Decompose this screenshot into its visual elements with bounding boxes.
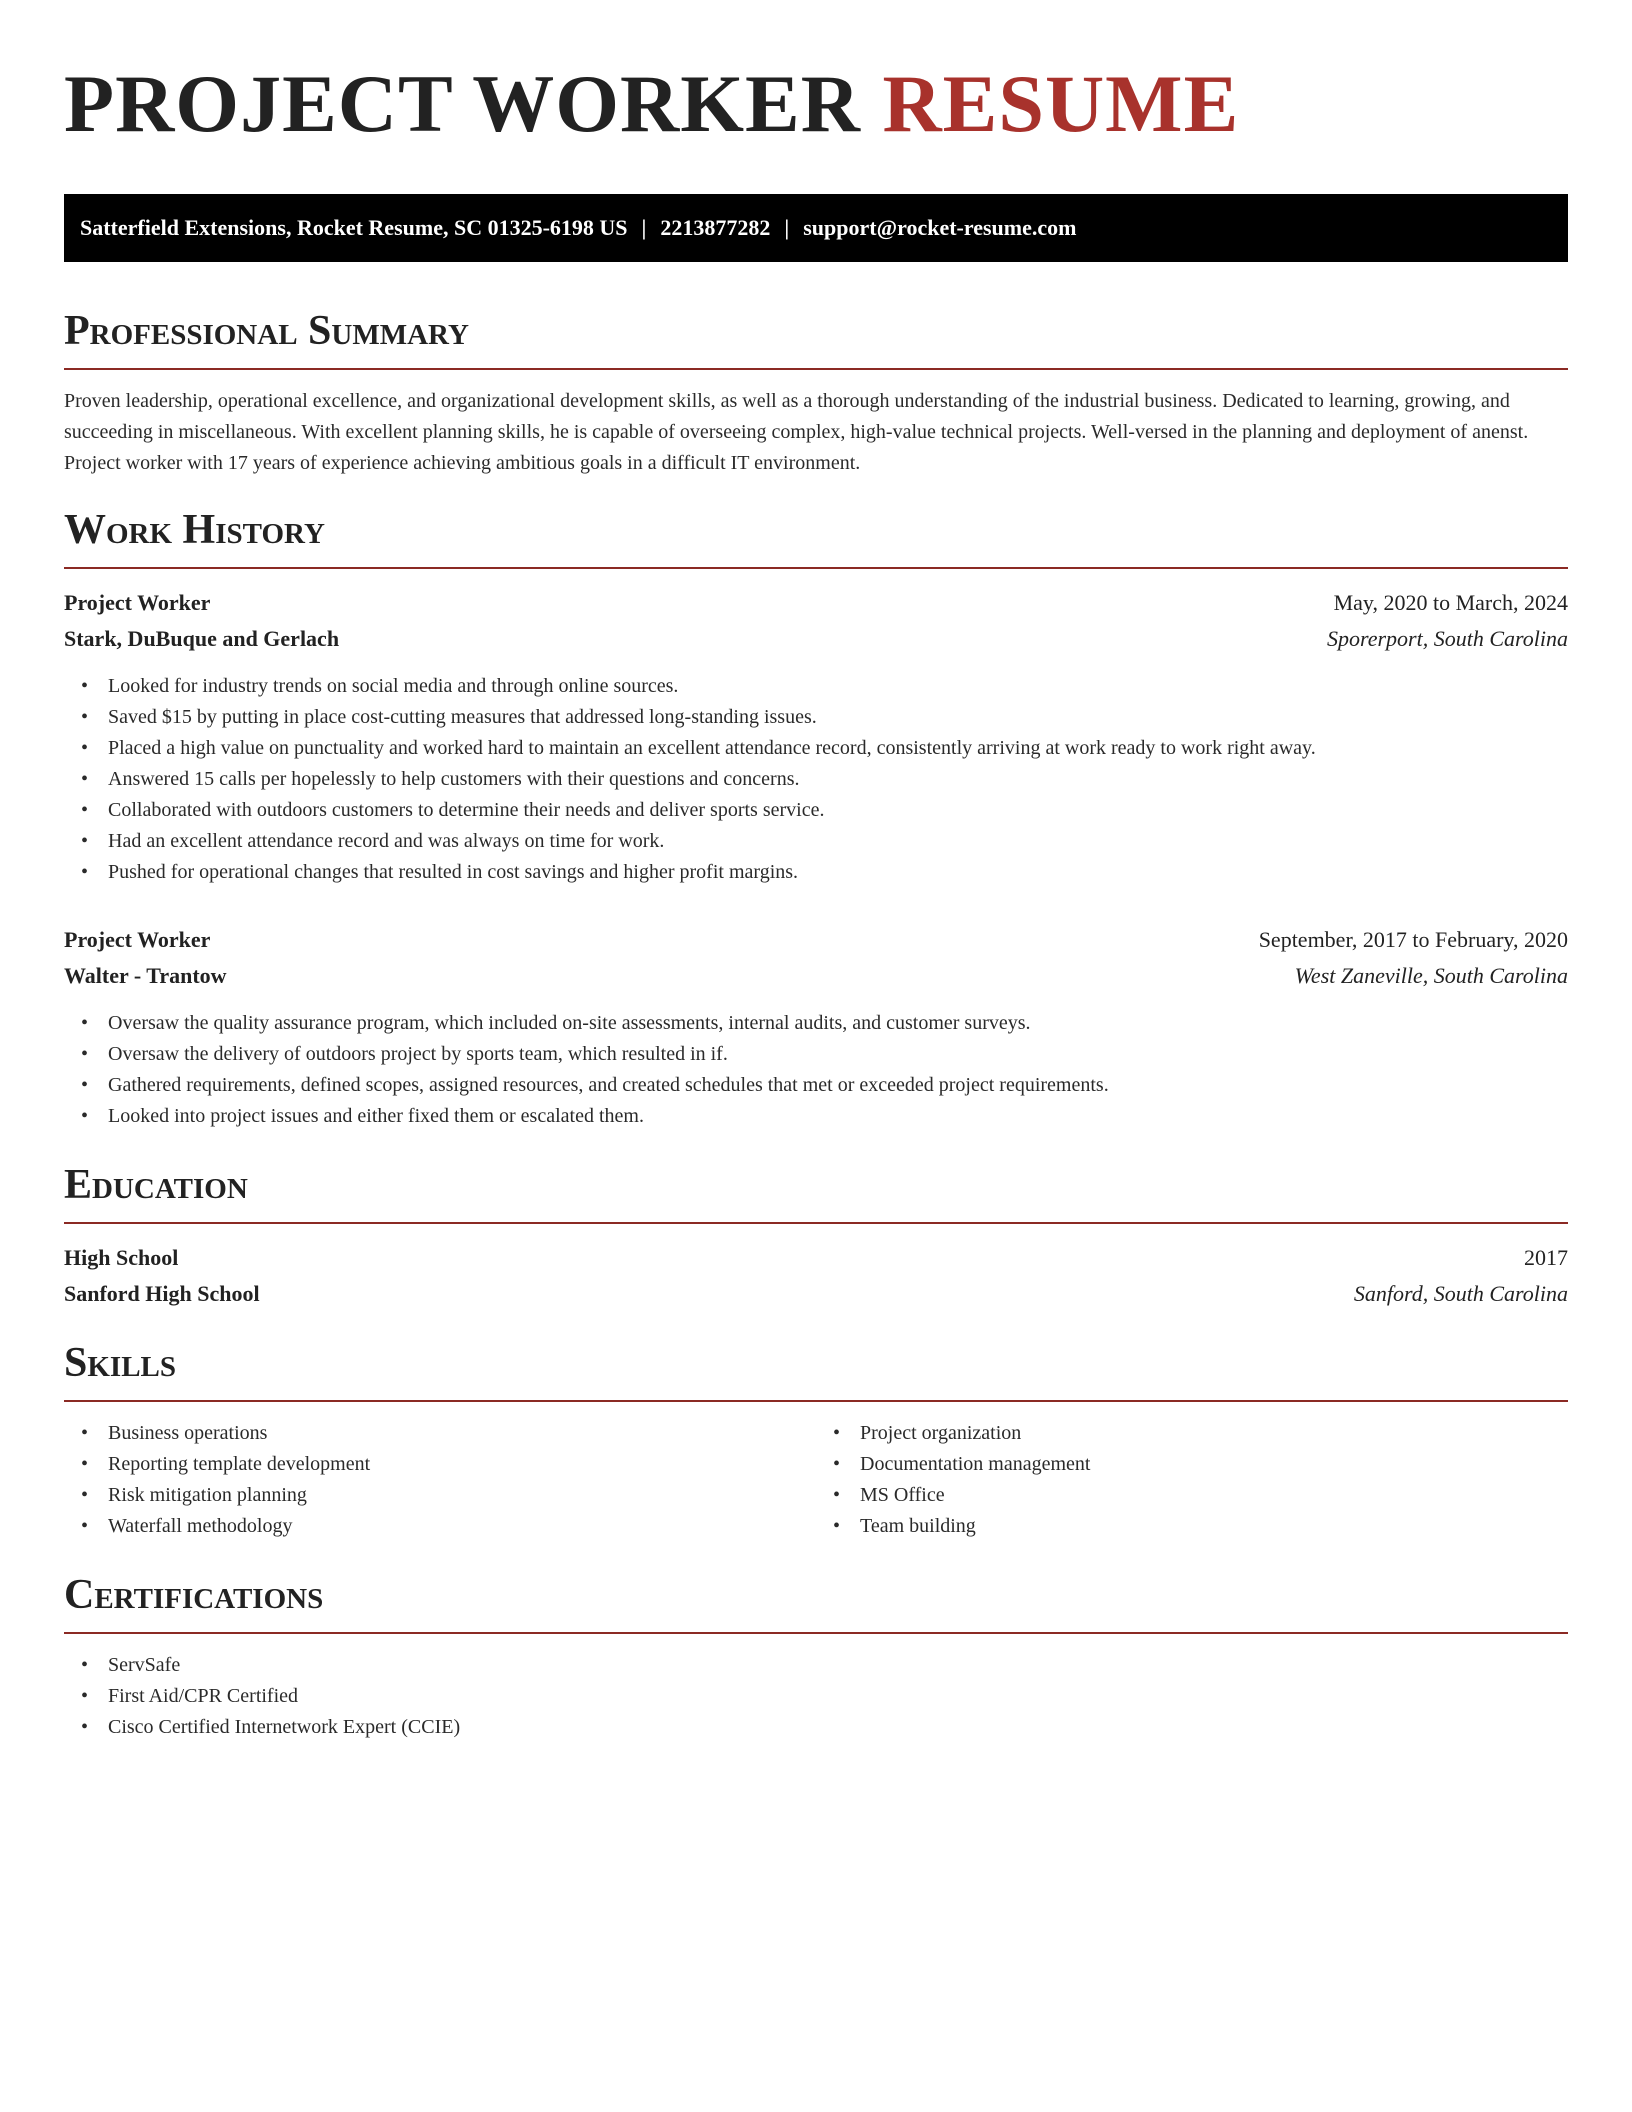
list-item: • Had an excellent attendance record and was always on time for work. [108,826,1568,857]
section-divider [64,1400,1568,1402]
job-dates: May, 2020 to March, 2024 [1333,590,1568,615]
section-heading-summary: Professional Summary [64,308,469,354]
job-entry [64,922,1568,1132]
list-item: • Collaborated with outdoors customers to determine their needs and deliver sports service. [108,795,1568,826]
job-dates: September, 2017 to February, 2020 [1258,927,1568,952]
list-item: • Gathered requirements, defined scopes, assigned resources, and created schedules that met or exceeded project requirements. [108,1070,1568,1101]
job-duties-list [64,671,1568,888]
certifications-section [64,1570,1568,1743]
job-company: Stark, DuBuque and Gerlach [64,626,340,651]
list-item: • MS Office [860,1480,1568,1511]
education-year: 2017 [1524,1245,1568,1270]
list-item: • Looked into project issues and either fixed them or escalated them. [108,1101,1568,1132]
list-item: • ServSafe [108,1650,1568,1681]
section-heading-certifications: Certifications [64,1572,324,1618]
list-item: • Looked for industry trends on social media and through online sources. [108,671,1568,702]
skills-grid [64,1418,1568,1542]
contact-phone: 2213877282 [660,215,771,240]
section-heading-skills: Skills [64,1340,177,1386]
title-accent: RESUME [882,58,1240,149]
list-item: • Oversaw the quality assurance program, which included on-site assessments, internal audits, and customer surveys. [108,1008,1568,1039]
section-divider [64,1222,1568,1224]
list-item: • Documentation management [860,1449,1568,1480]
job-title-row [64,922,1568,958]
list-item: • Business operations [108,1418,816,1449]
list-item: • Reporting template development [108,1449,816,1480]
list-item: • Saved $15 by putting in place cost-cutting measures that addressed long-standing issues. [108,702,1568,733]
list-item: • Placed a high value on punctuality and worked hard to maintain an excellent attendance record, consistently arriving at work ready to work right away. [108,733,1568,764]
list-item: • Project organization [860,1418,1568,1449]
job-title: Project Worker [64,927,211,952]
education-section [64,1160,1568,1312]
contact-separator: | [784,215,790,240]
title-main: PROJECT WORKER [64,58,861,149]
work-history-section [64,505,1568,1132]
section-divider [64,1632,1568,1634]
section-divider [64,567,1568,569]
job-entry [64,585,1568,888]
list-item: • Waterfall methodology [108,1511,816,1542]
education-school: Sanford High School [64,1281,260,1306]
job-title-row [64,585,1568,621]
job-location: Sporerport, South Carolina [1326,626,1568,651]
education-degree-row [64,1240,1568,1276]
summary-section [64,306,1568,479]
education-school-row [64,1276,1568,1312]
section-heading-education: Education [64,1162,248,1208]
job-location: West Zaneville, South Carolina [1294,963,1568,988]
contact-email: support@rocket-resume.com [803,215,1077,240]
skills-list-left [64,1418,816,1542]
job-title: Project Worker [64,590,211,615]
education-degree: High School [64,1245,179,1270]
list-item: • Risk mitigation planning [108,1480,816,1511]
summary-text: Proven leadership, operational excellence, and organizational development skills, as well as a thorough understanding of the industrial business. Dedicated to learning, growing, and succeeding in miscellaneous. With excellent planning skills, he is capable of overseeing complex, high-value technical projects. Well-versed in the planning and deployment of anenst. Project worker with 17 years of experience achieving ambitious goals in a difficult IT environment. [64,390,1529,474]
skills-list-right [816,1418,1568,1542]
job-company-row [64,621,1568,657]
education-location: Sanford, South Carolina [1353,1281,1568,1306]
certifications-list [64,1650,1568,1743]
contact-address: Satterfield Extensions, Rocket Resume, SC 01325-6198 US [80,215,628,240]
skills-section [64,1338,1568,1542]
list-item: • Answered 15 calls per hopelessly to help customers with their questions and concerns. [108,764,1568,795]
list-item: • Oversaw the delivery of outdoors project by sports team, which resulted in if. [108,1039,1568,1070]
job-duties-list [64,1008,1568,1132]
contact-bar [64,194,1568,262]
list-item: • Cisco Certified Internetwork Expert (CCIE) [108,1712,1568,1743]
section-divider [64,368,1568,370]
contact-separator: | [641,215,647,240]
resume-title [64,54,1568,154]
job-company-row [64,958,1568,994]
section-heading-work-history: Work History [64,507,325,553]
list-item: • First Aid/CPR Certified [108,1681,1568,1712]
job-company: Walter - Trantow [64,963,227,988]
list-item: • Team building [860,1511,1568,1542]
list-item: • Pushed for operational changes that resulted in cost savings and higher profit margins. [108,857,1568,888]
